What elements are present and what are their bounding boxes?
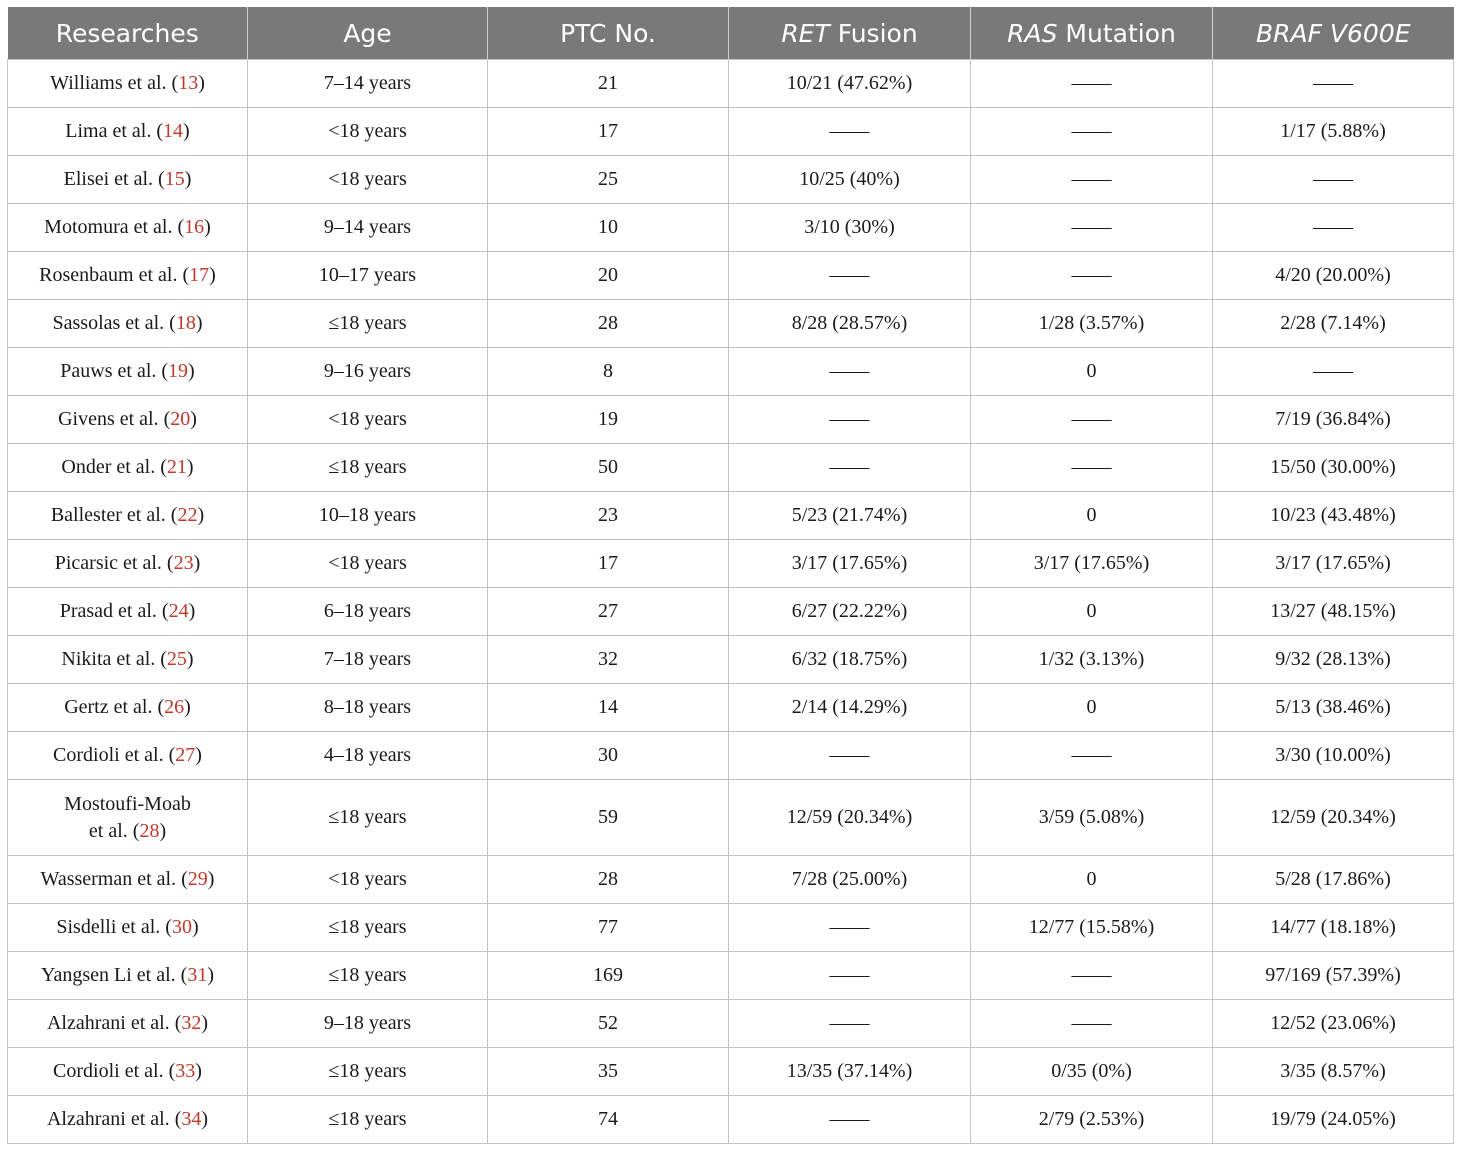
cell-braf-v600e: 5/28 (17.86%) — [1213, 856, 1454, 904]
research-name: Pauws et al. — [60, 360, 157, 382]
cell-research: Elisei et al. (15) — [8, 156, 248, 204]
cell-research: Givens et al. (20) — [8, 396, 248, 444]
cell-ras-mutation: 1/28 (3.57%) — [971, 300, 1213, 348]
research-name: Nikita et al. — [61, 648, 156, 670]
cell-ras-mutation: 0 — [971, 684, 1213, 732]
cell-ptc-no: 23 — [488, 492, 729, 540]
cell-ptc-no: 35 — [488, 1048, 729, 1096]
research-name: Cordioli et al. — [53, 744, 164, 766]
cell-braf-v600e: 7/19 (36.84%) — [1213, 396, 1454, 444]
cell-braf-v600e: 5/13 (38.46%) — [1213, 684, 1454, 732]
cell-ras-mutation: —— — [971, 204, 1213, 252]
reference-link[interactable]: 22 — [177, 504, 198, 526]
cell-age: ≤18 years — [248, 952, 488, 1000]
cell-ptc-no: 27 — [488, 588, 729, 636]
table-row — [8, 492, 1454, 540]
cell-ras-mutation: —— — [971, 444, 1213, 492]
cell-research: Gertz et al. (26) — [8, 684, 248, 732]
cell-research: Wasserman et al. (29) — [8, 856, 248, 904]
cell-braf-v600e: 15/50 (30.00%) — [1213, 444, 1454, 492]
reference-link[interactable]: 31 — [187, 964, 208, 986]
cell-age: <18 years — [248, 396, 488, 444]
table-row — [8, 856, 1454, 904]
table-row — [8, 156, 1454, 204]
reference-link[interactable]: 16 — [184, 216, 205, 238]
cell-ras-mutation: —— — [971, 1000, 1213, 1048]
cell-age: 6–18 years — [248, 588, 488, 636]
cell-ret-fusion: 3/10 (30%) — [729, 204, 971, 252]
cell-braf-v600e: 14/77 (18.18%) — [1213, 904, 1454, 952]
cell-ras-mutation: 0/35 (0%) — [971, 1048, 1213, 1096]
cell-ptc-no: 74 — [488, 1096, 729, 1144]
cell-age: <18 years — [248, 856, 488, 904]
table-row — [8, 636, 1454, 684]
research-name: Mostoufi-Moab — [64, 792, 191, 815]
cell-braf-v600e: 97/169 (57.39%) — [1213, 952, 1454, 1000]
cell-braf-v600e: 3/35 (8.57%) — [1213, 1048, 1454, 1096]
cell-braf-v600e: 9/32 (28.13%) — [1213, 636, 1454, 684]
results-table-container — [7, 7, 1453, 1144]
reference-link[interactable]: 18 — [175, 312, 196, 334]
table-row — [8, 904, 1454, 952]
cell-research: Picarsic et al. (23) — [8, 540, 248, 588]
cell-ptc-no: 52 — [488, 1000, 729, 1048]
research-name: Motomura et al. — [44, 216, 173, 238]
cell-research: Nikita et al. (25) — [8, 636, 248, 684]
reference-link[interactable]: 20 — [170, 408, 191, 430]
header-ret-fusion: RET Fusion — [729, 7, 971, 60]
header-ras-mutation: RAS Mutation — [971, 7, 1213, 60]
cell-age: ≤18 years — [248, 780, 488, 856]
cell-braf-v600e: 12/52 (23.06%) — [1213, 1000, 1454, 1048]
table-row — [8, 348, 1454, 396]
cell-age: ≤18 years — [248, 444, 488, 492]
cell-ret-fusion: —— — [729, 396, 971, 444]
research-name: Elisei et al. — [63, 168, 154, 190]
cell-age: 7–14 years — [248, 60, 488, 108]
cell-ret-fusion: 6/27 (22.22%) — [729, 588, 971, 636]
cell-research: Lima et al. (14) — [8, 108, 248, 156]
cell-ptc-no: 28 — [488, 300, 729, 348]
header-braf-v600e: BRAF V600E — [1213, 7, 1454, 60]
cell-ret-fusion: 3/17 (17.65%) — [729, 540, 971, 588]
cell-age: 9–14 years — [248, 204, 488, 252]
cell-age: 9–16 years — [248, 348, 488, 396]
cell-age: 7–18 years — [248, 636, 488, 684]
cell-ret-fusion: —— — [729, 252, 971, 300]
cell-research: Cordioli et al. (33) — [8, 1048, 248, 1096]
table-row — [8, 540, 1454, 588]
cell-ptc-no: 21 — [488, 60, 729, 108]
research-name: Gertz et al. — [64, 696, 153, 718]
cell-braf-v600e: 19/79 (24.05%) — [1213, 1096, 1454, 1144]
cell-ras-mutation: —— — [971, 952, 1213, 1000]
table-row — [8, 300, 1454, 348]
cell-age: <18 years — [248, 540, 488, 588]
reference-link[interactable]: 29 — [187, 868, 208, 890]
cell-ras-mutation: —— — [971, 108, 1213, 156]
cell-age: <18 years — [248, 156, 488, 204]
cell-age: ≤18 years — [248, 904, 488, 952]
cell-ptc-no: 32 — [488, 636, 729, 684]
cell-age: <18 years — [248, 108, 488, 156]
header-row — [8, 7, 1454, 60]
cell-braf-v600e: 4/20 (20.00%) — [1213, 252, 1454, 300]
research-name: Picarsic et al. — [54, 552, 162, 574]
reference-link[interactable]: 34 — [181, 1108, 202, 1130]
table-row — [8, 396, 1454, 444]
cell-research: Cordioli et al. (27) — [8, 732, 248, 780]
cell-research: Sisdelli et al. (30) — [8, 904, 248, 952]
cell-ras-mutation: —— — [971, 396, 1213, 444]
reference-link[interactable]: 32 — [181, 1012, 202, 1034]
reference-link[interactable]: 23 — [173, 552, 194, 574]
cell-ret-fusion: 10/21 (47.62%) — [729, 60, 971, 108]
table-row — [8, 952, 1454, 1000]
table-row — [8, 588, 1454, 636]
cell-ret-fusion: 2/14 (14.29%) — [729, 684, 971, 732]
table-row — [8, 1096, 1454, 1144]
cell-braf-v600e: 3/17 (17.65%) — [1213, 540, 1454, 588]
cell-ras-mutation: 0 — [971, 856, 1213, 904]
cell-braf-v600e: 1/17 (5.88%) — [1213, 108, 1454, 156]
table-row — [8, 252, 1454, 300]
reference-link[interactable]: 24 — [168, 600, 189, 622]
cell-age: ≤18 years — [248, 300, 488, 348]
cell-braf-v600e: —— — [1213, 348, 1454, 396]
cell-ret-fusion: 5/23 (21.74%) — [729, 492, 971, 540]
cell-ras-mutation: 0 — [971, 588, 1213, 636]
cell-ret-fusion: —— — [729, 348, 971, 396]
cell-ptc-no: 30 — [488, 732, 729, 780]
reference-link[interactable]: 33 — [175, 1060, 196, 1082]
cell-research: Ballester et al. (22) — [8, 492, 248, 540]
cell-braf-v600e: —— — [1213, 156, 1454, 204]
cell-ret-fusion: —— — [729, 108, 971, 156]
research-name: Onder et al. — [61, 456, 156, 478]
cell-age: 9–18 years — [248, 1000, 488, 1048]
reference-link[interactable]: 27 — [175, 744, 196, 766]
cell-braf-v600e: —— — [1213, 204, 1454, 252]
cell-ptc-no: 77 — [488, 904, 729, 952]
reference-link[interactable]: 30 — [171, 916, 192, 938]
reference-link[interactable]: 28 — [139, 819, 160, 842]
cell-ptc-no: 14 — [488, 684, 729, 732]
cell-braf-v600e: 2/28 (7.14%) — [1213, 300, 1454, 348]
cell-ptc-no: 25 — [488, 156, 729, 204]
cell-research: Alzahrani et al. (34) — [8, 1096, 248, 1144]
reference-link[interactable]: 13 — [178, 72, 199, 94]
cell-ret-fusion: 10/25 (40%) — [729, 156, 971, 204]
reference-link[interactable]: 17 — [189, 264, 210, 286]
cell-research: Prasad et al. (24) — [8, 588, 248, 636]
table-row — [8, 1048, 1454, 1096]
cell-ptc-no: 28 — [488, 856, 729, 904]
cell-research: Motomura et al. (16) — [8, 204, 248, 252]
cell-research: Onder et al. (21) — [8, 444, 248, 492]
cell-age: 8–18 years — [248, 684, 488, 732]
table-row — [8, 444, 1454, 492]
cell-ret-fusion: —— — [729, 1000, 971, 1048]
cell-ras-mutation: 3/59 (5.08%) — [971, 780, 1213, 856]
cell-ret-fusion: —— — [729, 904, 971, 952]
cell-age: 10–17 years — [248, 252, 488, 300]
cell-ptc-no: 19 — [488, 396, 729, 444]
table-row — [8, 684, 1454, 732]
cell-ptc-no: 8 — [488, 348, 729, 396]
cell-ras-mutation: —— — [971, 252, 1213, 300]
cell-ret-fusion: —— — [729, 444, 971, 492]
cell-ptc-no: 17 — [488, 108, 729, 156]
cell-ras-mutation: 2/79 (2.53%) — [971, 1096, 1213, 1144]
cell-research: Rosenbaum et al. (17) — [8, 252, 248, 300]
cell-ptc-no: 169 — [488, 952, 729, 1000]
cell-age: ≤18 years — [248, 1048, 488, 1096]
research-name: Alzahrani et al. — [46, 1108, 170, 1130]
research-name: Rosenbaum et al. — [39, 264, 178, 286]
reference-link[interactable]: 26 — [164, 696, 185, 718]
cell-research: Sassolas et al. (18) — [8, 300, 248, 348]
table-row — [8, 204, 1454, 252]
cell-ret-fusion: 13/35 (37.14%) — [729, 1048, 971, 1096]
cell-ptc-no: 17 — [488, 540, 729, 588]
cell-age: ≤18 years — [248, 1096, 488, 1144]
cell-ras-mutation: 0 — [971, 492, 1213, 540]
cell-ras-mutation: 0 — [971, 348, 1213, 396]
cell-research: Pauws et al. (19) — [8, 348, 248, 396]
cell-braf-v600e: 3/30 (10.00%) — [1213, 732, 1454, 780]
header-age: Age — [248, 7, 488, 60]
research-name: Sassolas et al. — [52, 312, 165, 334]
research-name: Wasserman et al. — [40, 868, 177, 890]
table-row — [8, 780, 1454, 856]
cell-ret-fusion: —— — [729, 952, 971, 1000]
cell-braf-v600e: —— — [1213, 60, 1454, 108]
cell-ptc-no: 10 — [488, 204, 729, 252]
cell-ptc-no: 20 — [488, 252, 729, 300]
research-name: Prasad et al. — [59, 600, 157, 622]
cell-ptc-no: 50 — [488, 444, 729, 492]
cell-research: Mostoufi-Moab et al. (28) — [8, 780, 248, 856]
research-name: Cordioli et al. — [53, 1060, 164, 1082]
header-researches: Researches — [8, 7, 248, 60]
research-name: Sisdelli et al. — [56, 916, 161, 938]
cell-braf-v600e: 10/23 (43.48%) — [1213, 492, 1454, 540]
header-ptc-no: PTC No. — [488, 7, 729, 60]
cell-ras-mutation: —— — [971, 60, 1213, 108]
cell-ret-fusion: —— — [729, 1096, 971, 1144]
cell-ret-fusion: —— — [729, 732, 971, 780]
cell-research: Alzahrani et al. (32) — [8, 1000, 248, 1048]
cell-braf-v600e: 12/59 (20.34%) — [1213, 780, 1454, 856]
cell-ret-fusion: 6/32 (18.75%) — [729, 636, 971, 684]
cell-ras-mutation: —— — [971, 732, 1213, 780]
research-name-continued: et al. — [88, 819, 128, 842]
cell-ras-mutation: 3/17 (17.65%) — [971, 540, 1213, 588]
cell-ret-fusion: 7/28 (25.00%) — [729, 856, 971, 904]
cell-age: 4–18 years — [248, 732, 488, 780]
reference-link[interactable]: 19 — [168, 360, 189, 382]
reference-link[interactable]: 21 — [166, 456, 187, 478]
table-row — [8, 732, 1454, 780]
cell-ptc-no: 59 — [488, 780, 729, 856]
results-table — [7, 7, 1454, 1144]
table-header — [8, 7, 1454, 60]
table-row — [8, 108, 1454, 156]
cell-ret-fusion: 12/59 (20.34%) — [729, 780, 971, 856]
cell-ras-mutation: —— — [971, 156, 1213, 204]
research-name: Williams et al. — [50, 72, 167, 94]
reference-link[interactable]: 15 — [164, 168, 185, 190]
cell-research: Williams et al. (13) — [8, 60, 248, 108]
cell-braf-v600e: 13/27 (48.15%) — [1213, 588, 1454, 636]
cell-research: Yangsen Li et al. (31) — [8, 952, 248, 1000]
research-name: Givens et al. — [58, 408, 159, 430]
cell-ras-mutation: 1/32 (3.13%) — [971, 636, 1213, 684]
cell-age: 10–18 years — [248, 492, 488, 540]
research-name: Alzahrani et al. — [46, 1012, 170, 1034]
table-row — [8, 60, 1454, 108]
table-row — [8, 1000, 1454, 1048]
reference-link[interactable]: 14 — [163, 120, 184, 142]
research-name: Lima et al. — [65, 120, 152, 142]
reference-link[interactable]: 25 — [166, 648, 187, 670]
research-name: Ballester et al. — [50, 504, 166, 526]
research-name: Yangsen Li et al. — [41, 964, 176, 986]
table-body — [8, 60, 1454, 1144]
cell-ret-fusion: 8/28 (28.57%) — [729, 300, 971, 348]
cell-ras-mutation: 12/77 (15.58%) — [971, 904, 1213, 952]
